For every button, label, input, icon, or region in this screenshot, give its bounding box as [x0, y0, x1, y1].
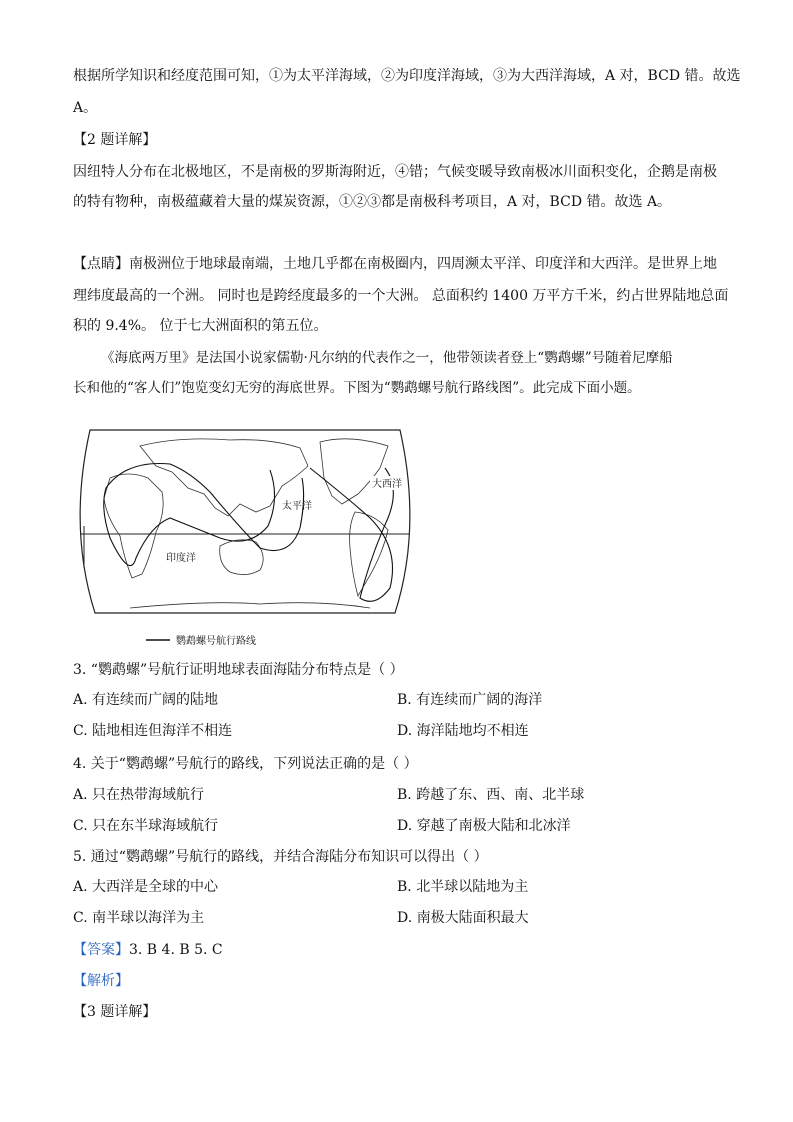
q4-option-d[interactable]: D. 穿越了南极大陆和北冰洋	[397, 818, 571, 834]
label-atlantic: 大西洋	[372, 479, 402, 490]
question-5-stem: 5. 通过“鹦鹉螺”号航行的路线，并结合海陆分布知识可以得出（ ）	[73, 849, 488, 865]
q2-detail-line-2: 的特有物种，南极蕴藏着大量的煤炭资源，①②③都是南极科考项目，A 对，BCD 错。故选 A。	[73, 194, 672, 210]
dianjing-line-3: 积的 9.4%。 位于七大洲面积的第五位。	[73, 318, 328, 334]
label-pacific: 太平洋	[282, 501, 312, 512]
label-indian: 印度洋	[166, 553, 196, 564]
dianjing-line-1: 【点睛】南极洲位于地球最南端，土地几乎都在南极圈内，四周濒太平洋、印度洋和大西洋。是世界上地	[73, 256, 717, 272]
q5-option-d[interactable]: D. 南极大陆面积最大	[397, 910, 529, 926]
q5-option-a[interactable]: A. 大西洋是全球的中心	[73, 879, 219, 895]
answer-label: 【答案】	[73, 942, 129, 958]
analysis-label: 【解析】	[73, 973, 129, 989]
q3-option-c[interactable]: C. 陆地相连但海洋不相连	[73, 723, 233, 739]
q4-option-b[interactable]: B. 跨越了东、西、南、北半球	[397, 787, 585, 803]
q3-option-d[interactable]: D. 海洋陆地均不相连	[397, 723, 529, 739]
q5-option-b[interactable]: B. 北半球以陆地为主	[397, 879, 529, 895]
q2-detail-line-1: 因纽特人分布在北极地区，不是南极的罗斯海附近，④错；气候变暖导致南极冰川面积变化，企鹅是南极	[73, 164, 717, 180]
question-4-stem: 4. 关于“鹦鹉螺”号航行的路线，下列说法正确的是（ ）	[73, 756, 418, 772]
q5-option-c[interactable]: C. 南半球以海洋为主	[73, 910, 205, 926]
nautilus-route-map	[70, 408, 420, 653]
answer-row	[73, 940, 723, 960]
q3-option-b[interactable]: B. 有连续而广阔的海洋	[397, 692, 543, 708]
q4-option-c[interactable]: C. 只在东半球海域航行	[73, 818, 219, 834]
continent-africa	[104, 474, 163, 578]
continent-antarctica	[130, 603, 370, 608]
explanation-line-2: A。	[73, 100, 98, 116]
q4-option-a[interactable]: A. 只在热带海域航行	[73, 787, 205, 803]
intro-line-2: 长和他的“客人们”饱览变幻无穷的海底世界。下图为“鹦鹉螺号航行路线图”。此完成下面小题。	[73, 380, 641, 396]
q3-header: 【3 题详解】	[73, 1004, 157, 1020]
intro-line-1: 《海底两万里》是法国小说家儒勒·凡尔纳的代表作之一，他带领读者登上“鹦鹉螺”号随着尼摩船	[101, 350, 673, 366]
q2-header: 【2 题详解】	[73, 132, 157, 148]
map-outline	[80, 430, 410, 613]
answer-text: 3. B 4. B 5. C	[129, 942, 223, 958]
legend-text: 鹦鹉螺号航行路线	[176, 636, 256, 647]
continent-south-america	[350, 512, 388, 596]
q3-option-a[interactable]: A. 有连续而广阔的陆地	[73, 692, 219, 708]
explanation-line-1: 根据所学知识和经度范围可知，①为太平洋海域，②为印度洋海域，③为大西洋海域，A 对，BCD 错。故选	[73, 68, 741, 84]
question-3-stem: 3. “鹦鹉螺”号航行证明地球表面海陆分布特点是（ ）	[73, 662, 404, 678]
dianjing-line-2: 理纬度最高的一个洲。 同时也是跨经度最多的一个大洲。 总面积约 1400 万平方千米，约占世界陆地总面	[73, 288, 729, 304]
continent-north-america	[320, 439, 388, 504]
